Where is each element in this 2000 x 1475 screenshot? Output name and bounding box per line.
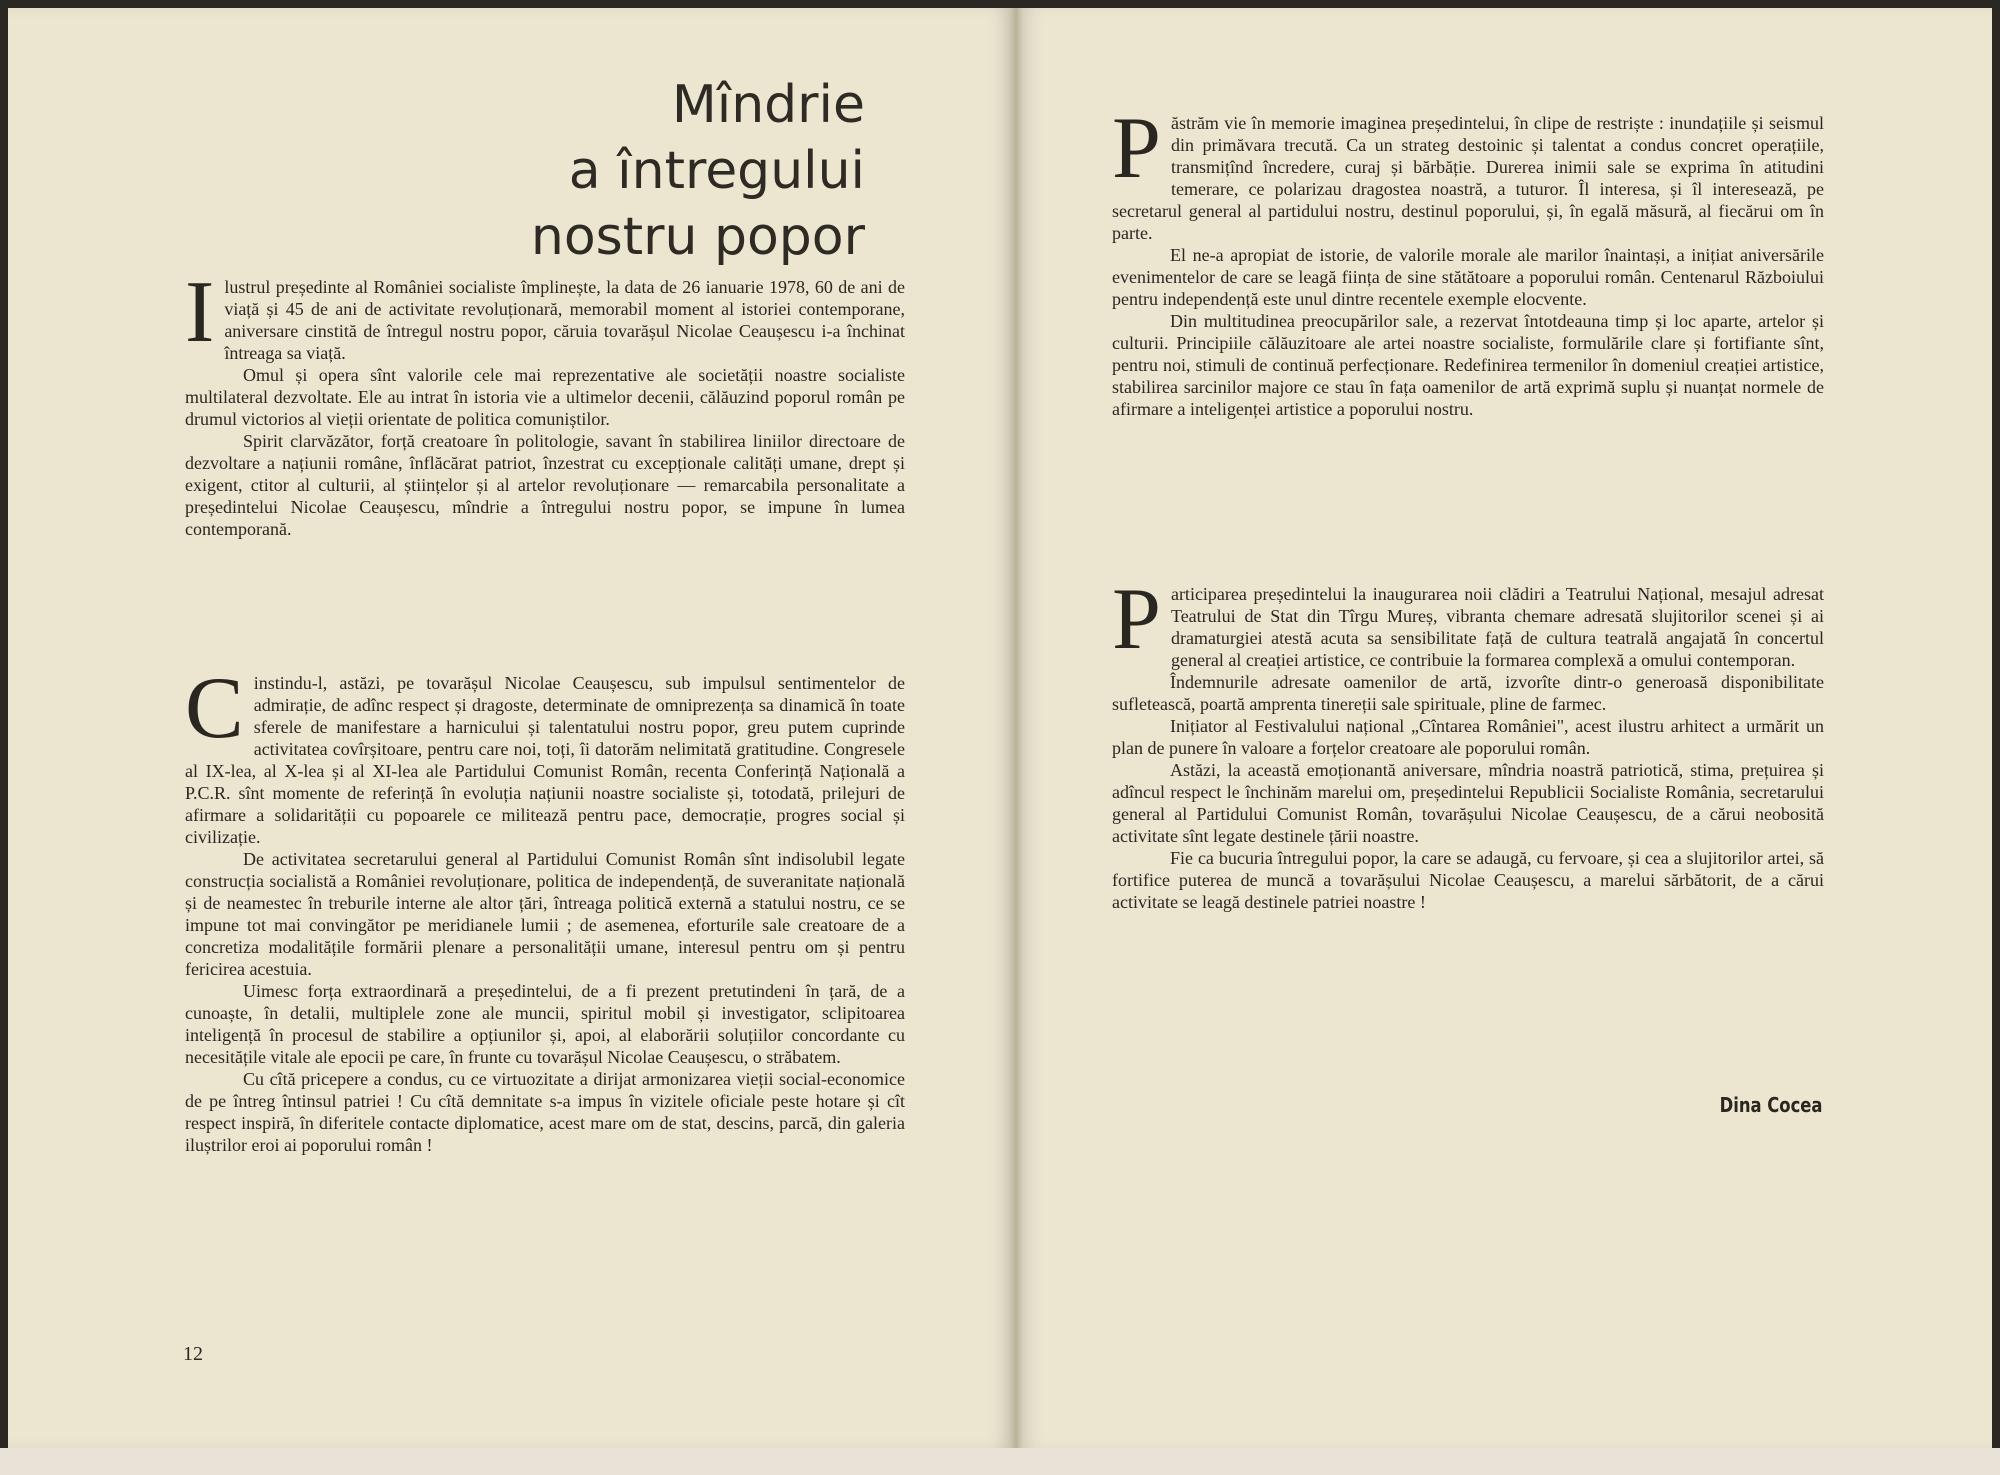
paragraph: Păstrăm vie în memorie imaginea președintelui, în clipe de restriște : inundațiile și seismul din primăvara trecută. Ca un strateg destoinic și talentat a condus concret operațiile, transmițînd încredere, curaj și bărbăție. Durerea inimii sale se exprima în atitudini temerare, ce polarizau dragostea noastră, a tuturor. Îl interesa, și îl interesează, pe secretarul general al partidului nostru, destinul poporului, și, în egală măsură, al fiecărui om în parte. bbox=[1112, 100, 1824, 243]
drop-cap: P bbox=[1112, 571, 1161, 668]
paragraph: Cu cîtă pricepere a condus, cu ce virtuozitate a dirijat armonizarea vieții social-economice de pe întreg întinsul patriei ! Cu cîtă demnitate s-a impus în vizitele oficiale peste hotare și cît respect inspiră, în diferitele contacte diplomatice, acest mare om de stat, descins, parcă, din galeria iluștrilor eroi ai poporului român ! bbox=[185, 1069, 905, 1155]
paragraph: Din multitudinea preocupărilor sale, a rezervat întotdeauna timp și loc aparte, artelor și culturii. Principiile călăuzitoare ale artei noastre socialiste, formulările clare și fortifiante sînt, pentru noi, stimuli de continuă perfecționare. Redefinirea termenilor în domeniul creației artistice, stabilirea sarcinilor majore ce stau în fața oamenilor de artă exprimă suplu și nuanțat normele de afirmare a inteligenței artistice a poporului nostru. bbox=[1112, 311, 1824, 419]
drop-cap: P bbox=[1112, 100, 1161, 197]
right-section-b bbox=[1112, 571, 1824, 913]
paragraph: Uimesc forța extraordinară a președintelui, de a fi prezent pretutindeni în țară, de a cunoaște, în detalii, multiplele zone ale muncii, spiritul mobil și investigator, sclipitoarea inteligență în procesul de stabilire a opțiunilor și, apoi, al elaborării soluțiilor concordante cu necesitățile vitale ale epocii pe care, în frunte cu tovarășul Nicolae Ceaușescu, o străbatem. bbox=[185, 981, 905, 1067]
paragraph: Astăzi, la această emoționantă aniversare, mîndria noastră patriotică, stima, prețuirea și adîncul respect le închinăm marelui om, președintelui Republicii Socialiste România, secretarului general al Partidului Comunist Român, tovarășului Nicolae Ceaușescu, de a cărui neobosită activitate sînt legate destinele țării noastre. bbox=[1112, 760, 1824, 846]
paragraph: Omul și opera sînt valorile cele mai reprezentative ale societății noastre socialiste multilateral dezvoltate. Ele au intrat în istoria vie a ultimelor decenii, călăuzind poporul român pe drumul victorios al vieții orientate de politica comuniștilor. bbox=[185, 365, 905, 429]
left-section-a bbox=[185, 264, 905, 540]
paragraph: El ne-a apropiat de istorie, de valorile morale ale marilor înaintași, a inițiat aniversările evenimentelor de care se leagă ființa de sine stătătoare a poporului român. Centenarul Războiului pentru independență este unul dintre recentele exemple elocvente. bbox=[1112, 245, 1824, 309]
article-title bbox=[360, 72, 865, 270]
paragraph: Spirit clarvăzător, forță creatoare în politologie, savant în stabilirea liniilor directoare de dezvoltare a națiunii române, înflăcărat patriot, înzestrat cu excepționale calități umane, drept și exigent, ctitor al culturii, al științelor și al artelor revoluționare — remarcabila personalitate a președintelui Nicolae Ceaușescu, mîndrie a întregului nostru popor, se impune în lumea contemporană. bbox=[185, 431, 905, 539]
drop-cap: I bbox=[185, 264, 215, 361]
page-number: 12 bbox=[183, 1343, 203, 1365]
left-section-b bbox=[185, 660, 905, 1156]
paragraph: De activitatea secretarului general al Partidului Comunist Român sînt indisolubil legate construcția socialistă a României revoluționare, politica de independență, de suveranitate națională și de neamestec în treburile interne ale altor țări, întreaga politică externă a statului nostru, ce se impune tot mai convingător pe meridianele lumii ; de asemenea, eforturile sale creatoare de a concretiza modalitățile formării plenare a personalității umane, interesul pentru om și pentru fericirea acestuia. bbox=[185, 849, 905, 979]
scan-bottom-edge bbox=[0, 1448, 2000, 1475]
book-gutter bbox=[1010, 8, 1022, 1448]
paragraph: Ilustrul președinte al României socialiste împlinește, la data de 26 ianuarie 1978, 60 de ani de viață și 45 de ani de activitate revoluționară, memorabil moment al istoriei contemporane, aniversare cinstită de întregul nostru popor, căruia tovarășul Nicolae Ceaușescu i-a închinat întreaga sa viață. bbox=[185, 264, 905, 363]
title-line-1: Mîndrie bbox=[671, 75, 865, 135]
title-line-3: nostru popor bbox=[530, 207, 865, 267]
drop-cap: C bbox=[185, 660, 244, 757]
author-signature: Dina Cocea bbox=[1719, 1093, 1822, 1117]
paragraph: Îndemnurile adresate oamenilor de artă, izvorîte dintr-o generoasă disponibilitate sufletească, poartă amprenta tinereții sale spirituale, pline de farmec. bbox=[1112, 672, 1824, 714]
title-line-2: a întregului bbox=[568, 141, 865, 201]
paragraph: Inițiator al Festivalului național „Cîntarea României", acest ilustru arhitect a urmărit un plan de punere în valoare a forțelor creatoare ale poporului român. bbox=[1112, 716, 1824, 758]
paragraph: Cinstindu-l, astăzi, pe tovarășul Nicolae Ceaușescu, sub impulsul sentimentelor de admirație, de adînc respect și dragoste, determinate de omniprezența sa dinamică în toate sferele de manifestare a harnicului și talentatului nostru popor, greu putem cuprinde activitatea covîrșitoare, pentru care noi, toți, îi datorăm nelimitată gratitudine. Congresele al IX-lea, al X-lea și al XI-lea ale Partidului Comunist Român, recenta Conferință Națională a P.C.R. sînt momente de referință în evoluția națiunii noastre socialiste și, totodată, prilejuri de afirmare a solidarității cu popoarele ce militează pentru pace, democrație, progres social și civilizație. bbox=[185, 660, 905, 847]
right-section-a bbox=[1112, 100, 1824, 420]
paragraph: Participarea președintelui la inaugurarea noii clădiri a Teatrului Național, mesajul adresat Teatrului de Stat din Tîrgu Mureș, vibranta chemare adresată slujitorilor scenei și ai dramaturgiei atestă acuta sa sensibilitate față de cultura teatrală angajată în concertul general al creației artistice, ce contribuie la formarea complexă a omului contemporan. bbox=[1112, 571, 1824, 670]
paragraph: Fie ca bucuria întregului popor, la care se adaugă, cu fervoare, și cea a slujitorilor artei, să fortifice puterea de muncă a tovarășului Nicolae Ceaușescu, a marelui sărbătorit, de a cărui activitate se leagă destinele patriei noastre ! bbox=[1112, 848, 1824, 912]
